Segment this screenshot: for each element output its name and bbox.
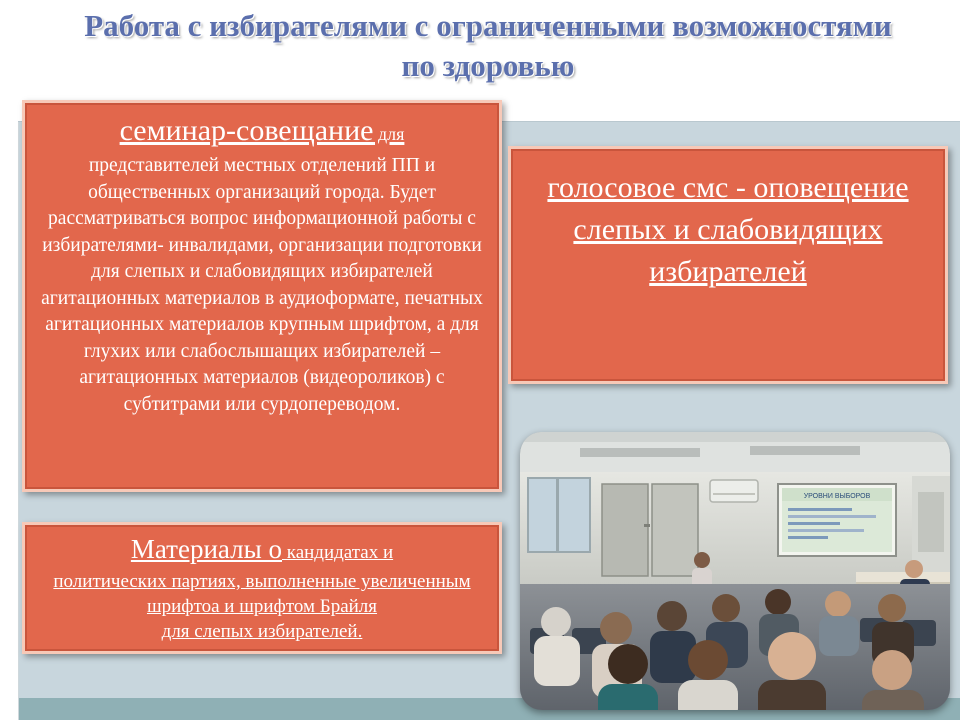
- panel-seminar-heading: [41, 113, 483, 152]
- panel-materials-line3: шрифтоа и шрифтом Брайля: [146, 596, 378, 617]
- panel-seminar-body: представителей местных отделений ПП и общественных организаций города. Будет рассматриваться вопрос информационной работы с избирателями- инвалидами, организации подготовки для слепых и слабовидящих избирателей агитационных материалов в аудиоформате, печатных агитационных материалов крупным шрифтом, а для глухих или слабослышащих избирателей – агитационных материалов (видеороликов) с субтитрами или сурдопереводом.: [41, 155, 483, 415]
- panel-materials: [22, 522, 502, 654]
- panel-seminar-heading-suffix: для: [373, 124, 405, 144]
- panel-seminar-heading-main: семинар-совещание: [119, 114, 374, 147]
- panel-sms: [508, 146, 948, 384]
- conference-photo-image: [520, 432, 950, 710]
- panel-materials-line2-text: политических партиях, выполненные увеличенным: [53, 571, 471, 592]
- panel-materials-line4-text: для слепых избирателей.: [161, 621, 363, 642]
- conference-photo: [520, 432, 950, 710]
- panel-materials-content: [25, 525, 499, 652]
- panel-materials-line1-main: Материалы о: [130, 534, 282, 564]
- panel-seminar: [22, 100, 502, 492]
- panel-seminar-content: [25, 103, 499, 424]
- page-title: Работа с избирателями с ограниченными возможностями по здоровью: [84, 8, 892, 83]
- panel-sms-content: [511, 149, 945, 311]
- panel-materials-line1-suffix: кандидатах и: [282, 542, 394, 563]
- panel-materials-line4: [31, 619, 493, 644]
- panel-sms-text: голосовое смс - оповещение слепых и слабовидящих избирателей: [547, 171, 909, 288]
- svg-text:УРОВНИ ВЫБОРОВ: УРОВНИ ВЫБОРОВ: [803, 493, 871, 500]
- left-border-strip: [0, 0, 19, 720]
- panel-materials-line1: [31, 533, 493, 569]
- panel-materials-line2: [31, 569, 493, 594]
